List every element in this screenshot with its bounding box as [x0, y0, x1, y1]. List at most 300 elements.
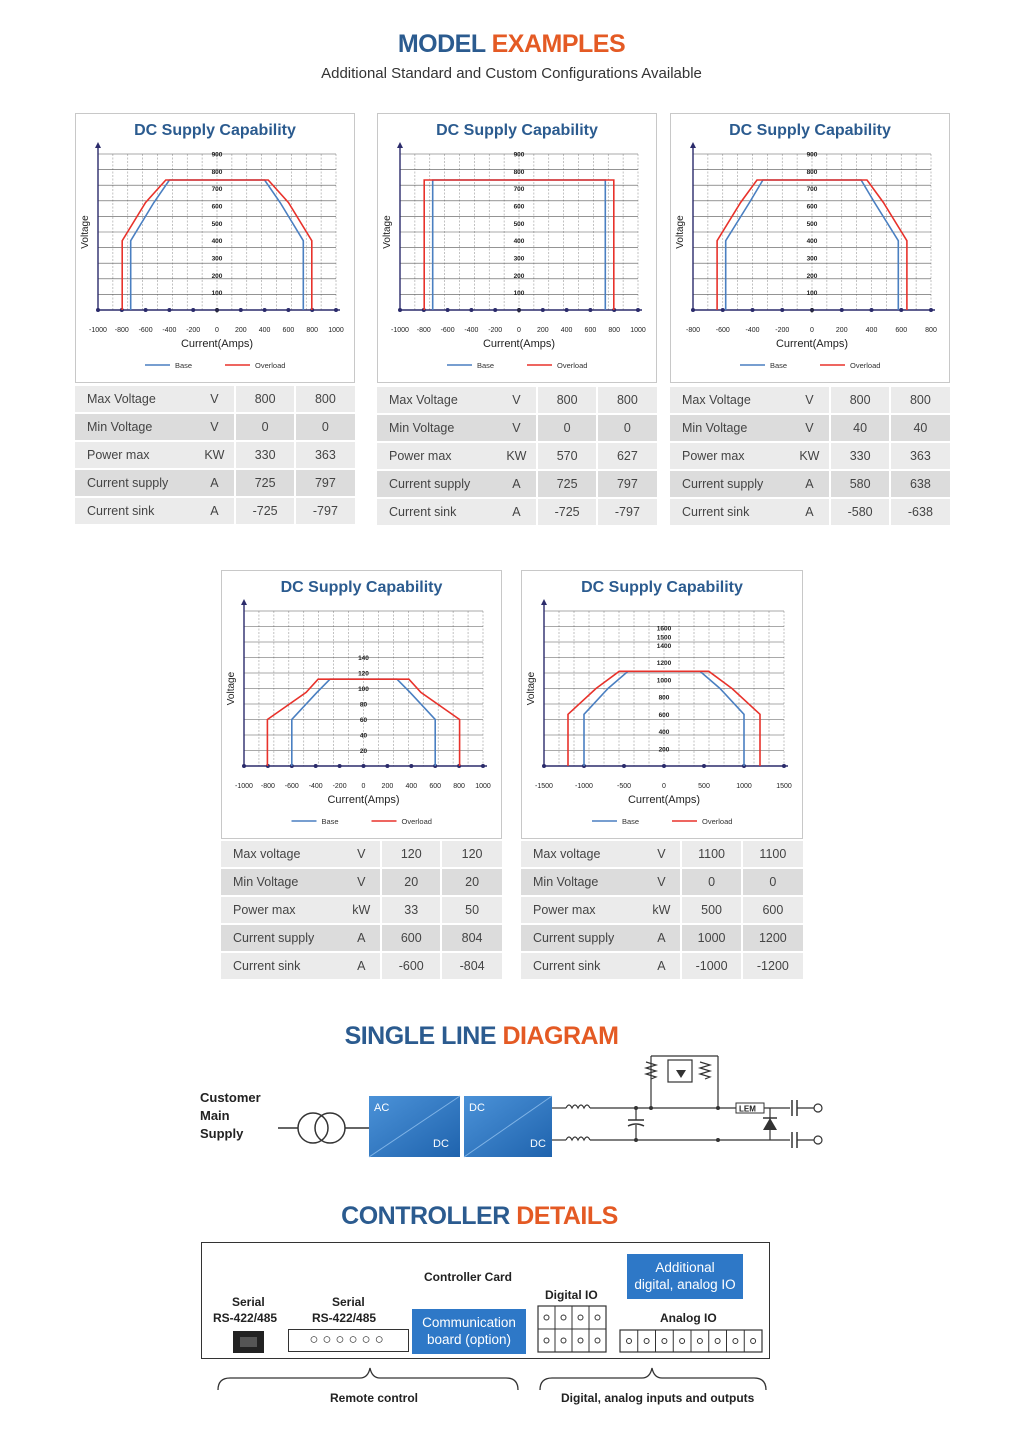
- y-axis-arrow-icon: [690, 142, 696, 148]
- spec-label: Min Voltage: [221, 869, 342, 895]
- spec-label: Power max: [75, 442, 194, 468]
- spec-overload-value: 363: [891, 443, 950, 469]
- x-tick-label: -400: [464, 327, 479, 334]
- x-tick-label: -500: [616, 783, 632, 790]
- x-tick-dot: [338, 764, 342, 768]
- heading-part2: EXAMPLES: [491, 30, 626, 58]
- chart-title: DC Supply Capability: [581, 579, 743, 596]
- y-tick-label: 400: [513, 238, 525, 246]
- x-tick-dot: [782, 764, 786, 768]
- y-tick-label: 600: [806, 203, 818, 211]
- single-line-diagram: [0, 1040, 1023, 1170]
- spec-label: Power max: [670, 443, 789, 469]
- x-tick-label: 600: [429, 783, 442, 790]
- spec-label: Power max: [221, 897, 342, 923]
- x-tick-label: -200: [332, 783, 347, 790]
- x-tick-label: 0: [361, 783, 366, 790]
- legend-overload-label: Overload: [255, 361, 286, 370]
- y-tick-label: 200: [513, 272, 525, 280]
- x-tick-label: 1000: [630, 327, 646, 334]
- x-tick-dot: [263, 308, 267, 312]
- x-tick-dot: [780, 308, 784, 312]
- x-tick-dot: [870, 308, 874, 312]
- serial2-label-a: Serial: [332, 1295, 365, 1309]
- spec-label: Current sink: [75, 498, 194, 524]
- spec-label: Current supply: [670, 471, 789, 497]
- spec-label: Min Voltage: [521, 869, 642, 895]
- spec-overload-value: 0: [743, 869, 803, 895]
- x-tick-dot: [409, 764, 413, 768]
- spec-base-value: -1000: [682, 953, 742, 979]
- y-tick-label: 400: [806, 238, 818, 246]
- y-axis-arrow-icon: [241, 599, 247, 605]
- spec-overload-value: 1200: [743, 925, 803, 951]
- x-tick-dot: [751, 308, 755, 312]
- y-tick-label: 900: [806, 151, 818, 159]
- x-tick-dot: [481, 764, 485, 768]
- x-tick-dot: [929, 308, 933, 312]
- x-tick-label: -600: [284, 783, 299, 790]
- spec-overload-value: 600: [743, 897, 803, 923]
- y-tick-label: 200: [806, 272, 818, 280]
- brace-lines: [210, 1362, 780, 1392]
- y-tick-label: 600: [658, 711, 670, 719]
- y-tick-label: 120: [358, 670, 369, 678]
- legend-overload-label: Overload: [702, 817, 733, 826]
- y-axis-label: Voltage: [526, 671, 537, 706]
- spec-row: [377, 415, 657, 441]
- spec-unit: kW: [342, 897, 382, 923]
- spec-base-value: -725: [236, 498, 295, 524]
- y-tick-label: 100: [513, 290, 525, 298]
- spec-overload-value: 800: [891, 387, 950, 413]
- spec-row: [221, 925, 502, 951]
- spec-overload-value: 120: [442, 841, 502, 867]
- x-tick-dot: [191, 308, 195, 312]
- y-tick-label: 500: [806, 220, 818, 228]
- spec-base-value: 1100: [682, 841, 742, 867]
- spec-overload-value: 363: [296, 442, 355, 468]
- x-tick-dot: [588, 308, 592, 312]
- chart-panel-5: [521, 570, 803, 839]
- spec-unit: KW: [194, 442, 236, 468]
- x-tick-label: -800: [685, 327, 701, 334]
- spec-overload-value: 800: [598, 387, 657, 413]
- y-tick-label: 700: [806, 186, 818, 194]
- y-axis-label: Voltage: [80, 215, 91, 249]
- y-tick-label: 800: [658, 694, 670, 702]
- x-tick-dot: [362, 764, 366, 768]
- x-tick-label: -400: [162, 327, 177, 334]
- spec-row: [670, 415, 950, 441]
- y-tick-label: 140: [358, 655, 369, 662]
- spec-row: [377, 387, 657, 413]
- x-tick-label: -200: [488, 327, 503, 334]
- spec-row: [221, 841, 502, 867]
- terminal-plus-icon: [814, 1104, 822, 1112]
- y-tick-label: 300: [806, 255, 818, 263]
- x-tick-label: -1000: [89, 327, 107, 334]
- y-tick-label: 80: [359, 701, 368, 709]
- spec-unit: KW: [496, 443, 538, 469]
- spec-row: [521, 869, 803, 895]
- x-tick-dot: [622, 764, 626, 768]
- x-tick-label: 800: [608, 327, 621, 334]
- x-axis-label: Current(Amps): [627, 794, 701, 806]
- serial1-label-a: Serial: [232, 1295, 265, 1309]
- spec-label: Current sink: [221, 953, 342, 979]
- x-tick-dot: [242, 764, 246, 768]
- x-tick-label: -600: [138, 327, 153, 334]
- spec-row: [75, 442, 355, 468]
- x-tick-dot: [565, 308, 569, 312]
- y-tick-label: 20: [359, 748, 368, 755]
- chart-svg: [76, 114, 354, 382]
- heading-part2: DETAILS: [516, 1202, 618, 1230]
- y-tick-label: 0: [215, 307, 219, 315]
- x-tick-dot: [691, 308, 695, 312]
- spec-base-value: 0: [682, 869, 742, 895]
- spec-base-value: 0: [236, 414, 295, 440]
- x-tick-label: -1500: [535, 783, 553, 790]
- spec-unit: A: [789, 471, 831, 497]
- spec-base-value: 500: [682, 897, 742, 923]
- spec-label: Current supply: [377, 471, 496, 497]
- x-tick-label: 400: [405, 783, 418, 790]
- legend-overload-label: Overload: [850, 361, 881, 370]
- spec-base-value: 1000: [682, 925, 742, 951]
- spec-base-value: 20: [382, 869, 442, 895]
- spec-unit: V: [642, 869, 682, 895]
- spec-label: Current supply: [521, 925, 642, 951]
- additional-io-board: [627, 1254, 743, 1299]
- remote-control-label: Remote control: [330, 1391, 419, 1405]
- spec-unit: KW: [789, 443, 831, 469]
- x-tick-label: -600: [715, 327, 730, 334]
- spec-unit: V: [194, 414, 236, 440]
- spec-row: [377, 499, 657, 525]
- y-tick-label: 700: [211, 186, 223, 194]
- x-tick-label: -600: [440, 327, 455, 334]
- spec-base-value: 725: [538, 471, 597, 497]
- additional-label-a: Additional: [655, 1260, 715, 1275]
- spec-row: [521, 841, 803, 867]
- spec-unit: A: [194, 498, 236, 524]
- comm-label-b: board (option): [426, 1332, 512, 1347]
- x-tick-dot: [398, 308, 402, 312]
- x-tick-dot: [167, 308, 171, 312]
- x-tick-dot: [469, 308, 473, 312]
- spec-row: [75, 470, 355, 496]
- spec-row: [75, 386, 355, 412]
- spec-unit: A: [642, 925, 682, 951]
- y-tick-label: 40: [359, 732, 368, 740]
- x-tick-dot: [385, 764, 389, 768]
- x-axis-label: Current(Amps): [775, 338, 849, 350]
- x-tick-label: 600: [282, 327, 295, 334]
- spec-unit: A: [642, 953, 682, 979]
- y-tick-label: 400: [658, 729, 670, 737]
- spec-base-value: 330: [236, 442, 295, 468]
- spec-unit: A: [342, 925, 382, 951]
- spec-label: Current sink: [521, 953, 642, 979]
- serial-connector-icon: ○○○○○○: [288, 1329, 409, 1352]
- x-tick-label: 1500: [776, 783, 792, 790]
- serial1-label-b: RS-422/485: [213, 1311, 278, 1325]
- x-tick-label: -1000: [575, 783, 593, 790]
- x-tick-dot: [314, 764, 318, 768]
- spec-label: Min Voltage: [75, 414, 194, 440]
- spec-base-value: 725: [236, 470, 295, 496]
- x-tick-label: 0: [810, 327, 814, 334]
- x-tick-label: 1000: [475, 783, 491, 790]
- spec-row: [670, 499, 950, 525]
- analog-io-label: Analog IO: [660, 1311, 717, 1325]
- x-tick-dot: [144, 308, 148, 312]
- x-tick-label: -200: [775, 327, 790, 334]
- x-tick-dot: [702, 764, 706, 768]
- x-tick-label: -400: [745, 327, 760, 334]
- y-axis-label: Voltage: [675, 215, 686, 249]
- rj45-port-icon: [233, 1331, 264, 1353]
- legend-overload-label: Overload: [401, 817, 432, 826]
- spec-table-2: [377, 385, 657, 527]
- x-tick-label: -800: [416, 327, 431, 334]
- x-tick-label: 800: [306, 327, 319, 334]
- x-tick-dot: [239, 308, 243, 312]
- spec-row: [75, 414, 355, 440]
- y-axis-arrow-icon: [541, 599, 547, 605]
- spec-overload-value: 20: [442, 869, 502, 895]
- spec-label: Max Voltage: [377, 387, 496, 413]
- y-tick-label: 900: [211, 151, 223, 159]
- spec-row: [521, 953, 803, 979]
- y-tick-label: 300: [211, 255, 223, 263]
- x-tick-label: 400: [258, 327, 271, 334]
- spec-label: Max Voltage: [75, 386, 194, 412]
- legend-base-label: Base: [622, 817, 640, 826]
- spec-base-value: 800: [831, 387, 890, 413]
- spec-table-5: [521, 839, 803, 981]
- lem-label: LEM: [739, 1104, 756, 1114]
- y-tick-label: 400: [211, 238, 223, 246]
- x-tick-dot: [541, 308, 545, 312]
- spec-unit: A: [496, 499, 538, 525]
- y-tick-label: 1200: [656, 660, 672, 668]
- spec-label: Min Voltage: [670, 415, 789, 441]
- spec-label: Current sink: [377, 499, 496, 525]
- x-axis-label: Current(Amps): [180, 338, 254, 350]
- spec-base-value: 580: [831, 471, 890, 497]
- chart-title: DC Supply Capability: [134, 122, 296, 139]
- x-tick-label: 600: [895, 327, 908, 334]
- y-axis-label: Voltage: [382, 215, 393, 249]
- x-tick-label: 200: [536, 327, 549, 334]
- spec-overload-value: 800: [296, 386, 355, 412]
- y-tick-label: 1400: [656, 642, 672, 650]
- y-tick-label: 200: [211, 272, 223, 280]
- spec-unit: V: [194, 386, 236, 412]
- inductor-icon: [566, 1105, 590, 1108]
- spec-label: Power max: [521, 897, 642, 923]
- chart-title: DC Supply Capability: [436, 122, 598, 139]
- spec-overload-value: 797: [296, 470, 355, 496]
- spec-label: Current supply: [75, 470, 194, 496]
- heading-part1: CONTROLLER: [341, 1202, 510, 1230]
- x-tick-label: -400: [308, 783, 323, 790]
- spec-base-value: 33: [382, 897, 442, 923]
- chart-panel-1: [75, 113, 355, 383]
- x-tick-label: 200: [835, 327, 848, 334]
- subtitle: Additional Standard and Custom Configurations Available: [321, 65, 702, 82]
- spec-overload-value: -797: [296, 498, 355, 524]
- spec-base-value: -580: [831, 499, 890, 525]
- spec-unit: V: [496, 415, 538, 441]
- y-axis-arrow-icon: [95, 142, 101, 148]
- y-tick-label: 0: [810, 307, 814, 315]
- spec-overload-value: 797: [598, 471, 657, 497]
- x-tick-label: 0: [662, 783, 666, 790]
- y-tick-label: 800: [211, 168, 223, 176]
- spec-base-value: -600: [382, 953, 442, 979]
- heading-part1: SINGLE LINE: [344, 1022, 497, 1050]
- y-tick-label: 1500: [656, 634, 672, 642]
- spec-row: [521, 925, 803, 951]
- spec-base-value: 800: [236, 386, 295, 412]
- communication-board: [412, 1309, 526, 1354]
- y-tick-label: 600: [513, 203, 525, 211]
- spec-table-3: [670, 385, 950, 527]
- y-tick-label: 0: [517, 307, 521, 315]
- y-tick-label: 800: [513, 168, 525, 176]
- x-tick-dot: [446, 308, 450, 312]
- spec-overload-value: -804: [442, 953, 502, 979]
- spec-label: Max voltage: [521, 841, 642, 867]
- x-tick-dot: [286, 308, 290, 312]
- y-tick-label: 800: [806, 168, 818, 176]
- y-axis-label: Voltage: [226, 671, 237, 706]
- comm-label-a: Communication: [422, 1315, 516, 1330]
- spec-overload-value: 804: [442, 925, 502, 951]
- x-tick-dot: [542, 764, 546, 768]
- spec-unit: V: [789, 415, 831, 441]
- chart-svg: [671, 114, 949, 382]
- x-tick-dot: [840, 308, 844, 312]
- x-tick-label: 1000: [328, 327, 344, 334]
- chart-panel-3: [670, 113, 950, 383]
- legend-base-label: Base: [321, 817, 339, 826]
- spec-overload-value: 0: [598, 415, 657, 441]
- model-examples-heading: [0, 30, 1023, 59]
- chart-panel-4: [221, 570, 502, 839]
- spec-base-value: 330: [831, 443, 890, 469]
- legend-base-label: Base: [175, 361, 193, 370]
- heading-part2: DIAGRAM: [502, 1022, 619, 1050]
- spec-overload-value: -1200: [743, 953, 803, 979]
- supply-label-1: Customer: [200, 1090, 261, 1105]
- y-tick-label: 100: [358, 686, 369, 693]
- chart-panel-2: [377, 113, 657, 383]
- controller-card-label: Controller Card: [424, 1270, 513, 1284]
- spec-label: Max voltage: [221, 841, 342, 867]
- y-tick-label: 60: [359, 717, 368, 724]
- x-tick-label: 600: [584, 327, 597, 334]
- spec-label: Current supply: [221, 925, 342, 951]
- y-tick-label: 100: [806, 290, 818, 298]
- chart-title: DC Supply Capability: [729, 122, 891, 139]
- spec-label: Current sink: [670, 499, 789, 525]
- spec-unit: A: [342, 953, 382, 979]
- box2-in: DC: [469, 1102, 485, 1114]
- x-tick-label: 0: [517, 327, 521, 334]
- x-tick-dot: [662, 764, 666, 768]
- spec-row: [377, 443, 657, 469]
- x-tick-label: 200: [234, 327, 247, 334]
- spec-unit: V: [342, 841, 382, 867]
- serial2-label-b: RS-422/485: [312, 1311, 377, 1325]
- y-tick-label: 700: [513, 186, 525, 194]
- spec-base-value: 0: [538, 415, 597, 441]
- spec-overload-value: 1100: [743, 841, 803, 867]
- spec-overload-value: 627: [598, 443, 657, 469]
- x-tick-label: 200: [381, 783, 394, 790]
- x-tick-dot: [899, 308, 903, 312]
- spec-base-value: 800: [538, 387, 597, 413]
- spec-row: [670, 471, 950, 497]
- additional-label-b: digital, analog IO: [634, 1277, 736, 1292]
- terminal-minus-icon: [814, 1136, 822, 1144]
- spec-base-value: 120: [382, 841, 442, 867]
- y-tick-label: 100: [211, 290, 223, 298]
- x-axis-label: Current(Amps): [482, 338, 556, 350]
- spec-table-4: [221, 839, 502, 981]
- spec-row: [221, 897, 502, 923]
- x-tick-label: 400: [560, 327, 573, 334]
- spec-overload-value: 50: [442, 897, 502, 923]
- legend-base-label: Base: [770, 361, 788, 370]
- spec-row: [521, 897, 803, 923]
- spec-row: [670, 387, 950, 413]
- chart-svg: [222, 571, 501, 838]
- x-tick-dot: [493, 308, 497, 312]
- x-tick-label: 0: [215, 327, 219, 334]
- y-axis-arrow-icon: [397, 142, 403, 148]
- spec-unit: V: [642, 841, 682, 867]
- x-tick-dot: [721, 308, 725, 312]
- digital-io-label: Digital IO: [545, 1288, 598, 1302]
- y-tick-label: 900: [513, 151, 525, 159]
- y-tick-label: 500: [211, 220, 223, 228]
- y-tick-label: 200: [658, 746, 670, 754]
- chart-title: DC Supply Capability: [280, 579, 443, 596]
- spec-label: Min Voltage: [377, 415, 496, 441]
- spec-row: [75, 498, 355, 524]
- transformer-icon: [298, 1113, 328, 1143]
- box2-out: DC: [530, 1138, 546, 1150]
- legend-overload-label: Overload: [557, 361, 588, 370]
- spec-row: [221, 953, 502, 979]
- io-outputs-label: Digital, analog inputs and outputs: [561, 1391, 755, 1405]
- x-axis-label: Current(Amps): [327, 794, 400, 806]
- x-tick-label: 400: [865, 327, 878, 334]
- spec-row: [670, 443, 950, 469]
- spec-unit: V: [789, 387, 831, 413]
- spec-unit: V: [496, 387, 538, 413]
- supply-label-2: Main: [200, 1108, 230, 1123]
- y-tick-label: 500: [513, 220, 525, 228]
- spec-overload-value: -638: [891, 499, 950, 525]
- chart-svg: [522, 571, 802, 838]
